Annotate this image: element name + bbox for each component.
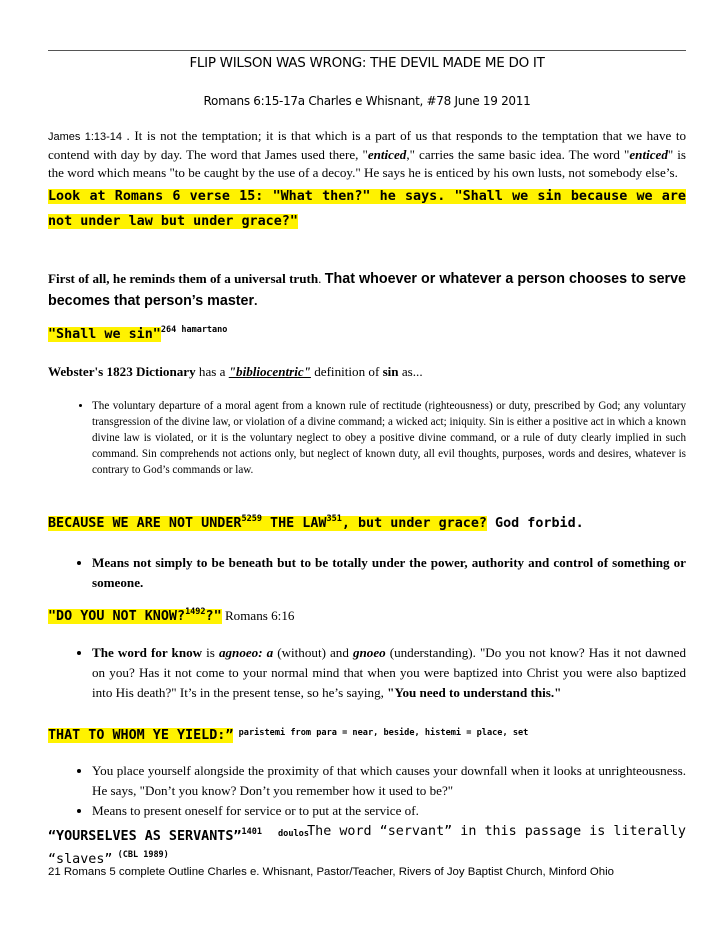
list-item: • Means not simply to be beneath but to be totally under the power, authority and control of something or someone. xyxy=(92,553,686,593)
highlight-heading-shall-we-sin: "Shall we sin"$^{264 hamartano}$ xyxy=(48,325,228,342)
universal-truth-paragraph: First of all, he reminds them of a universal truth. That whoever or whatever a person chooses to serve becomes that person’s master. xyxy=(48,271,686,309)
yield-list xyxy=(48,761,686,821)
webster-paragraph: Webster's 1823 Dictionary has a "bibliocentric" definition of sin as... xyxy=(48,364,423,379)
definition-list xyxy=(48,398,686,478)
know-list xyxy=(48,643,686,703)
highlight-heading-do-you-not-know: "DO YOU NOT KNOW?$^{1492}$?" Romans 6:16 xyxy=(48,607,295,624)
list-item: • The word for know is agnoeo: a (without) and gnoeo (understanding). "Do you not know? Has it not dawned on you? Has it not come to your normal mind that when you were baptized into Christ you were also baptized into His death?" It’s in the present tense, so he’s saying, "You need to understand this." xyxy=(92,643,686,703)
strongs-number: 264 hamartano xyxy=(160,325,228,335)
highlight-heading-romans-6-15: Look at Romans 6 verse 15: "What then?" he says. "Shall we sin because we are not under law but under grace?" xyxy=(48,189,686,229)
meaning-list xyxy=(48,553,686,593)
page-subtitle: Romans 6:15-17a Charles e Whisnant, #78 June 19 2011 xyxy=(203,94,531,108)
greek-note: paristemi from para = near, beside, histemi = place, set xyxy=(233,728,529,738)
header-rule xyxy=(48,50,686,51)
list-item: • The voluntary departure of a moral agent from a known rule of rectitude (righteousness) or duty, prescribed by God; any voluntary transgression of the divine law, or violation of a divine command; a wicked act; iniquity. Sin is either a positive act in which a known divine law is violated, or it is the voluntary neglect to obey a positive divine command, or a rule of duty clearly implied in such command. Sin comprehends not actions only, but neglect of known duty, all evil thoughts, purposes, words and desires, whatever is contrary to God’s commands or law. xyxy=(92,398,686,478)
highlight-heading-to-whom-ye-yield: THAT TO WHOM YE YIELD:” $^{paristemi from para = near, beside, histemi = place, set}$ xyxy=(48,728,529,743)
list-item: • You place yourself alongside the proximity of that which causes your downfall when it looks at unrighteousness. He says, "Don’t you know? Don’t you remember how it used to be?" xyxy=(92,761,686,801)
intro-paragraph: James 1:13-14 . It is not the temptation; it is that which is a part of us that responds to the temptation that we have to contend with day by day. The word that James used there, "enticed," carries the same basic idea. The word "enticed" is the word which means "to be caught by the use of a decoy." He says he is enticed by his own lusts, not somebody else’s. xyxy=(48,128,687,180)
list-item: • Means to present oneself for service or to put at the service of. xyxy=(92,801,686,821)
highlight-heading-not-under-law: BECAUSE WE ARE NOT $UNDER^{5259}$ THE LAW$^{351}$, but under grace? God forbid. xyxy=(48,514,584,531)
page-footer: 21 Romans 5 complete Outline Charles e. Whisnant, Pastor/Teacher, Rivers of Joy Baptist Church, Minford Ohio xyxy=(48,866,614,878)
heading-yourselves-as-servants: “YOURSELVES AS SERVANTS”$^{1401}$ $^{doulos}$ The word “servant” in this passage is literally “slaves” $^{(CBL 1989)}$ xyxy=(48,824,686,867)
page-title: FLIP WILSON WAS WRONG: THE DEVIL MADE ME DO IT xyxy=(189,55,545,71)
scripture-reference: James 1:13-14 xyxy=(48,131,123,143)
